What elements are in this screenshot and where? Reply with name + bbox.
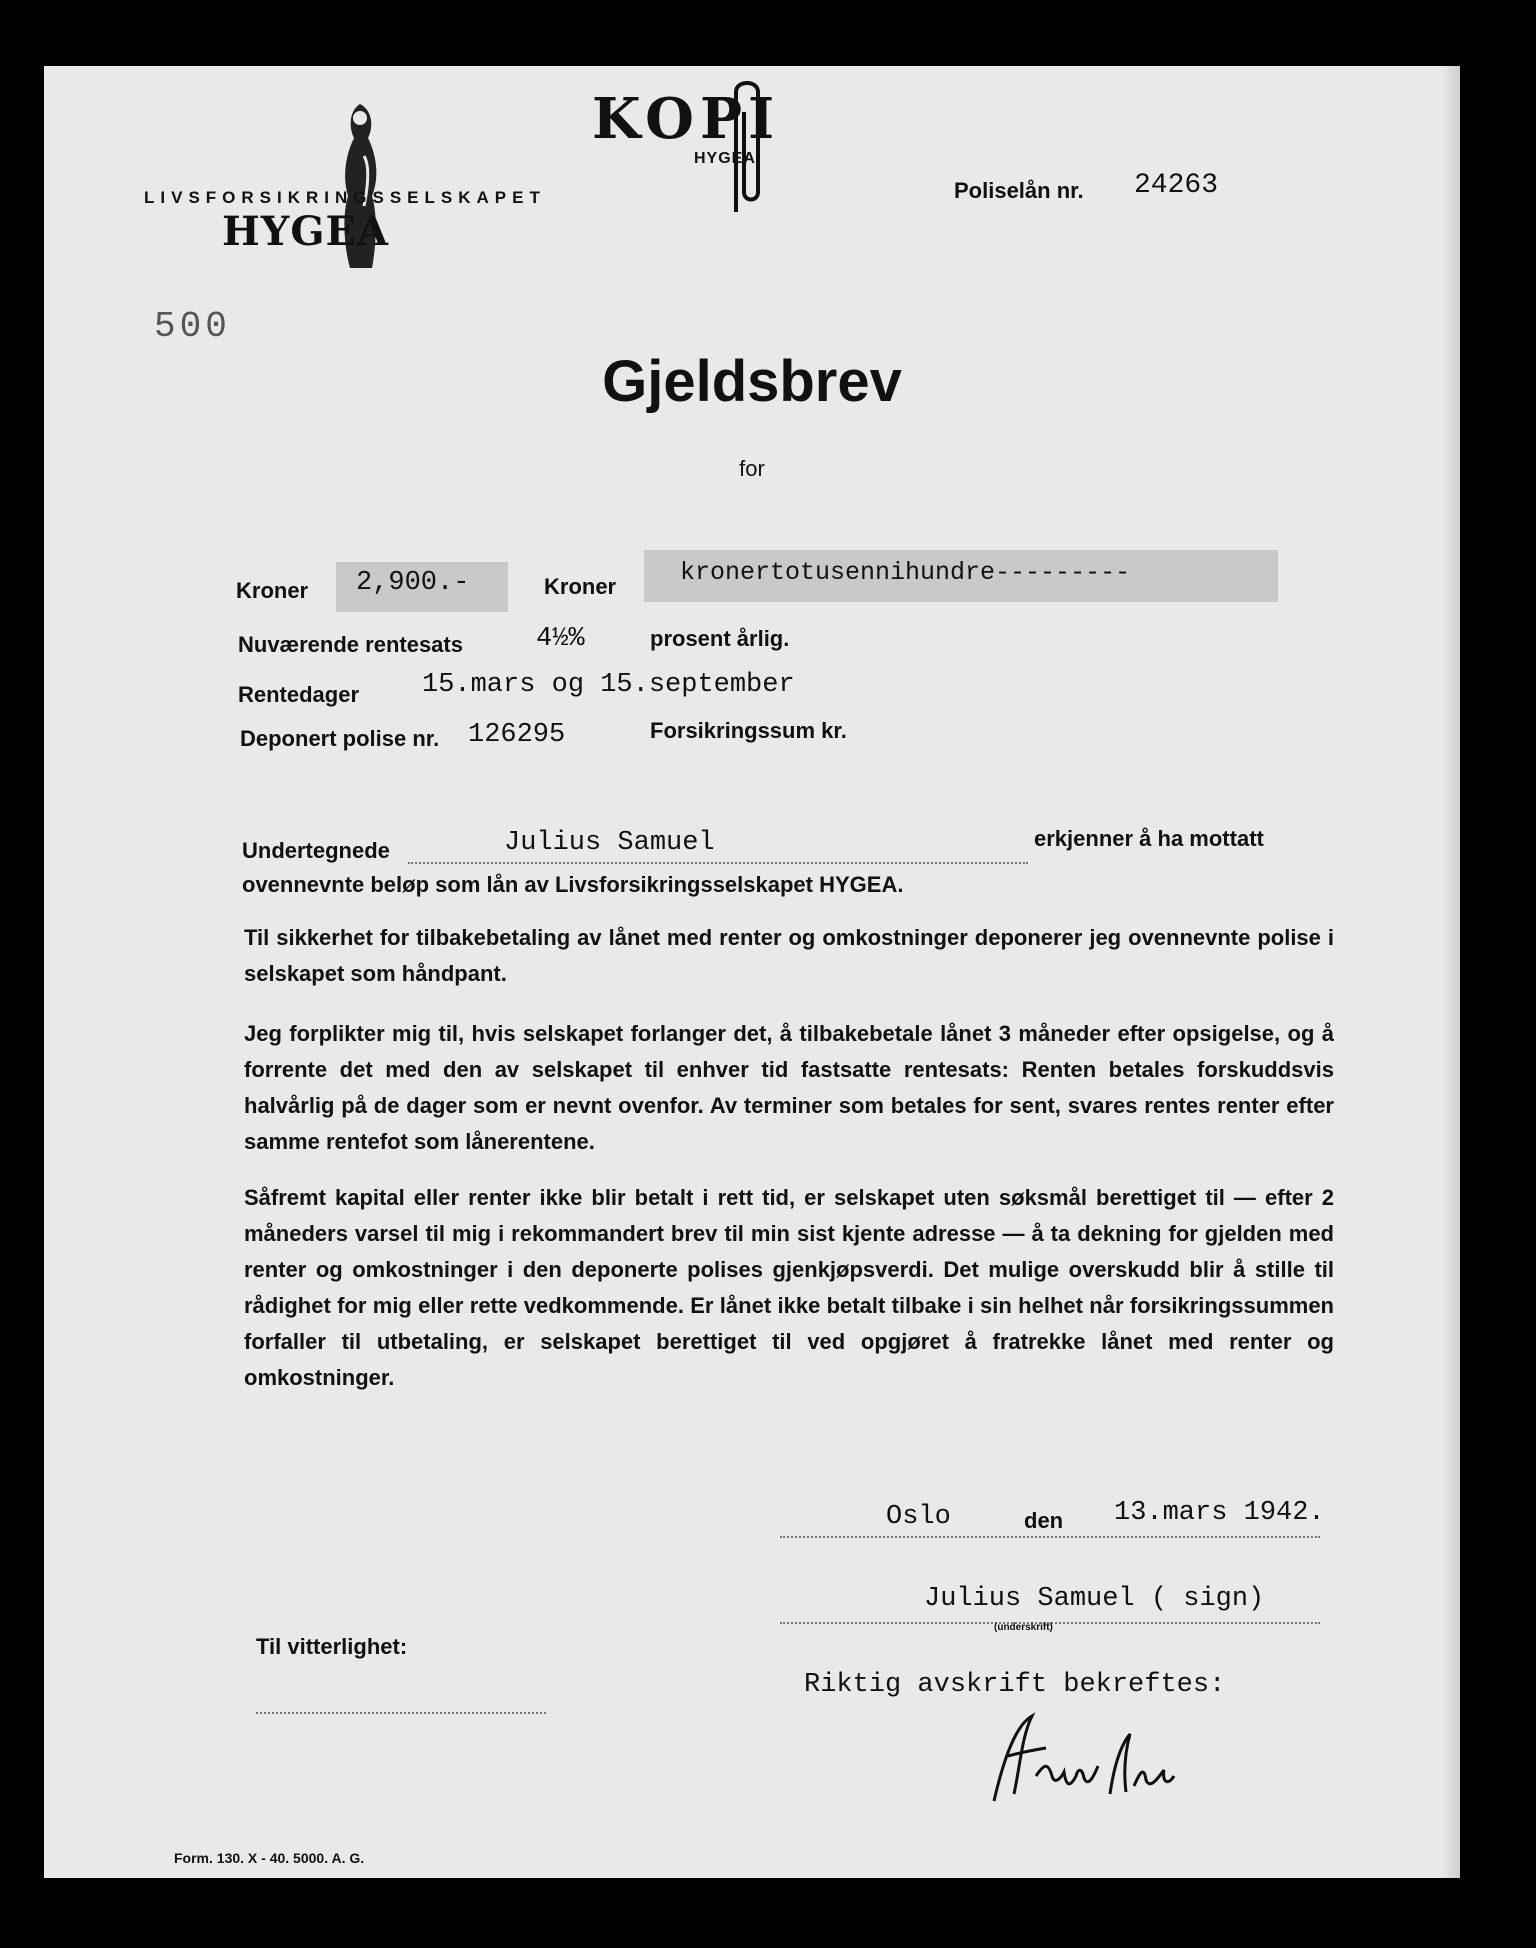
interest-days-value: 15.mars og 15.september bbox=[422, 670, 795, 700]
rate-suffix: prosent årlig. bbox=[650, 626, 790, 651]
paperclip-icon bbox=[726, 72, 768, 222]
undersigned-dotted-line bbox=[408, 836, 1028, 864]
rate-value: 4½% bbox=[536, 624, 585, 654]
kroner-label: Kroner bbox=[236, 578, 309, 603]
company-line: LIVSFORSIKRINGSSELSKAPET bbox=[144, 188, 546, 207]
rate-label: Nuværende rentesats bbox=[238, 632, 463, 657]
witness-label: Til vitterlighet: bbox=[256, 1634, 408, 1659]
paragraph-default: Såfremt kapital eller renter ikke blir betalt i rett tid, er selskapet uten søksmål berettiget til — efter 2 måneders varsel til mig i rekommandert brev til min sist kjente adresse — å ta dekning for gjelden med renter og omkostninger i den deponerte polises gjenkjøpsverdi. Det mulige overskudd blir å stille til rådighet for mig eller rette vedkommende. Er lånet ikke betalt tilbake i sin helhet når forsikringssummen forfaller til utbetaling, er selskapet berettiget til ved opgjøret å fratrekke lånet med renter og omkostninger. bbox=[244, 1185, 1334, 1390]
document-page bbox=[44, 66, 1460, 1878]
undersigned-suffix: erkjenner å ha mottatt bbox=[1034, 826, 1264, 851]
signature-typed: Julius Samuel ( sign) bbox=[924, 1584, 1265, 1614]
signature-caption: (underskrift) bbox=[994, 1622, 1053, 1633]
interest-days-label: Rentedager bbox=[238, 682, 360, 707]
insured-sum-label: Forsikringssum kr. bbox=[650, 718, 847, 743]
loan-label: Poliselån nr. bbox=[954, 178, 1084, 203]
kroner-words-label: Kroner bbox=[544, 574, 617, 599]
date-label: den bbox=[1024, 1508, 1064, 1533]
copy-stamp: KOPI bbox=[592, 86, 781, 152]
document-title: Gjeldsbrev bbox=[602, 349, 902, 414]
date: 13.mars 1942. bbox=[1114, 1498, 1325, 1528]
witness-dotted-line bbox=[256, 1686, 546, 1714]
company-name: HYGEA bbox=[222, 208, 390, 255]
document-subtitle: for bbox=[739, 456, 765, 481]
paragraph-security: Til sikkerhet for tilbakebetaling av lånet med renter og omkostninger deponerer jeg ovennevnte polise i selskapet som håndpant. bbox=[244, 925, 1334, 986]
place: Oslo bbox=[886, 1502, 951, 1532]
paragraph-obligation: Jeg forplikter mig til, hvis selskapet forlanger det, å tilbakebetale lånet 3 måneder efter opsigelse, og å forrente det med den av selskapet til enhver tid fastsatte rentesats: Renten betales forskuddsvis halvårlig på de dager som er nevnt ovenfor. Av terminer som betales for sent, svares rentes renter efter samme rentefot som lånerentene. bbox=[244, 1021, 1334, 1154]
form-code: Form. 130. X - 40. 5000. A. G. bbox=[174, 1850, 365, 1866]
certified-text: Riktig avskrift bekreftes: bbox=[804, 1670, 1226, 1700]
kroner-words: kronertotusennihundre--------- bbox=[680, 558, 1131, 587]
loan-acknowledgement: ovennevnte beløp som lån av Livsforsikringsselskapet HYGEA. bbox=[242, 872, 904, 897]
policy-label: Deponert polise nr. bbox=[240, 726, 440, 751]
copy-stamp-sub: HYGEA bbox=[694, 150, 756, 167]
margin-note: 500 bbox=[154, 306, 231, 347]
handwritten-signature bbox=[974, 1706, 1184, 1816]
undersigned-label: Undertegnede bbox=[242, 838, 390, 863]
undersigned-name: Julius Samuel bbox=[504, 828, 715, 858]
kroner-amount: 2,900.- bbox=[356, 568, 470, 598]
policy-value: 126295 bbox=[468, 720, 566, 750]
loan-number: 24263 bbox=[1134, 170, 1219, 201]
company-logo bbox=[144, 96, 546, 286]
